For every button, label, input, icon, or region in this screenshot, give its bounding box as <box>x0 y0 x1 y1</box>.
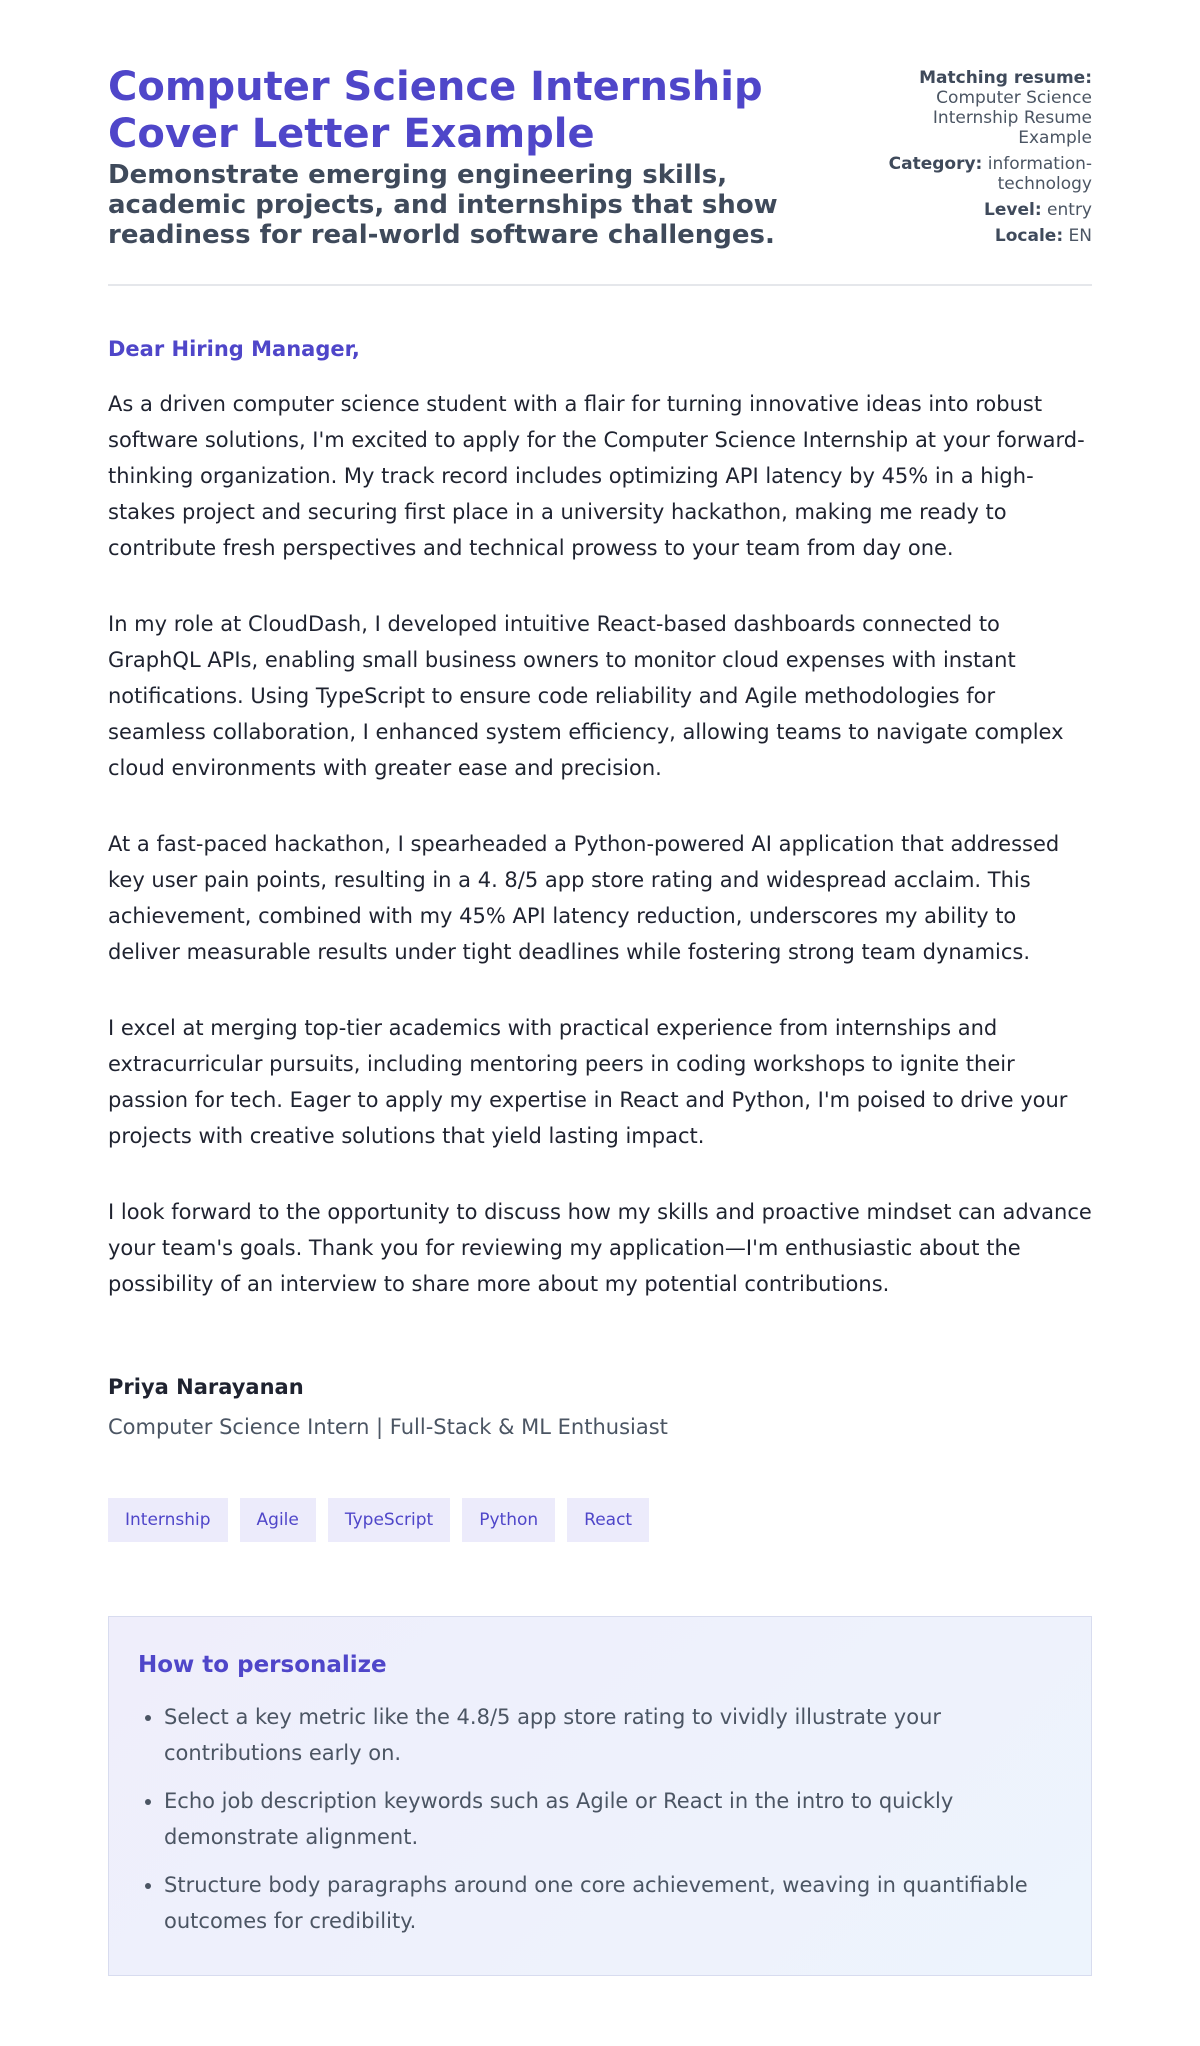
meta-locale <box>862 226 1092 246</box>
tag-typescript: TypeScript <box>328 1498 450 1542</box>
signature-title: Computer Science Intern | Full-Stack & ML Enthusiast <box>108 1415 668 1439</box>
tip-item: • Select a key metric like the 4.8/5 app store rating to vividly illustrate your contributions early on. <box>164 1699 1062 1771</box>
tag-python: Python <box>462 1498 555 1542</box>
page-title: Computer Science Internship Cover Letter Example <box>108 64 763 157</box>
letter-paragraph-hackathon: At a fast-paced hackathon, I spearheaded a Python-powered AI application that addressed key user pain points, resulting in a 4. 8/5 app store rating and widespread acclaim. This achievement, combined with my 45% API latency reduction, underscores my ability to deliver measurable results under tight deadlines while fostering strong team dynamics. <box>108 832 1060 964</box>
meta-locale-value: EN <box>1068 226 1092 246</box>
tag-internship: Internship <box>108 1498 228 1542</box>
tag-agile: Agile <box>240 1498 316 1542</box>
meta-level-label: Level: <box>984 200 1042 220</box>
meta-matching-resume-value: Computer Science Internship Resume Example <box>932 88 1092 148</box>
letter-body <box>108 386 1092 1302</box>
page-subtitle: Demonstrate emerging engineering skills, academic projects, and internships that show readiness for real-world software challenges. <box>108 160 778 250</box>
tag-react: React <box>567 1498 649 1542</box>
meta-category-label: Category: <box>888 154 983 174</box>
page-header <box>108 64 1092 286</box>
tip-item: • Structure body paragraphs around one core achievement, weaving in quantifiable outcomes for credibility. <box>164 1867 1062 1939</box>
meta-category <box>862 154 1092 194</box>
tips-list <box>138 1699 1062 1939</box>
letter-paragraph-intro: As a driven computer science student with a flair for turning innovative ideas into robust software solutions, I'm excited to apply for the Computer Science Internship at your forward-thinking organization. My track record includes optimizing API latency by 45% in a high-stakes project and securing first place in a university hackathon, making me ready to contribute fresh perspectives and technical prowess to your team from day one. <box>108 392 1085 560</box>
meta-panel <box>862 64 1092 252</box>
meta-locale-label: Locale: <box>994 226 1064 246</box>
tips-title: How to personalize <box>138 1652 387 1678</box>
meta-level <box>862 200 1092 220</box>
meta-category-value: information-technology <box>987 154 1092 194</box>
letter-paragraph-academics: I excel at merging top-tier academics with practical experience from internships and extracurricular pursuits, including mentoring peers in coding workshops to ignite their passion for tech. Eager to apply my expertise in React and Python, I'm poised to drive your projects with creative solutions that yield lasting impact. <box>108 1016 1068 1148</box>
personalize-tips-panel <box>108 1616 1092 1976</box>
meta-matching-resume <box>862 68 1092 148</box>
meta-level-value: entry <box>1047 200 1092 220</box>
letter-greeting: Dear Hiring Manager, <box>108 337 360 361</box>
title-block <box>108 64 808 250</box>
signature-name: Priya Narayanan <box>108 1375 304 1399</box>
signature-block <box>108 1374 1092 1440</box>
meta-matching-resume-label: Matching resume: <box>919 68 1092 88</box>
tag-list <box>108 1498 1092 1542</box>
letter-paragraph-experience: In my role at CloudDash, I developed intuitive React-based dashboards connected to GraphQL APIs, enabling small business owners to monitor cloud expenses with instant notifications. Using TypeScript to ensure code reliability and Agile methodologies for seamless collaboration, I enhanced system efficiency, allowing teams to navigate complex cloud environments with greater ease and precision. <box>108 612 1064 780</box>
letter-paragraph-closing: I look forward to the opportunity to discuss how my skills and proactive mindset can advance your team's goals. Thank you for reviewing my application—I'm enthusiastic about the possibility of an interview to share more about my potential contributions. <box>108 1200 1092 1296</box>
tip-item: • Echo job description keywords such as Agile or React in the intro to quickly demonstrate alignment. <box>164 1783 1062 1855</box>
